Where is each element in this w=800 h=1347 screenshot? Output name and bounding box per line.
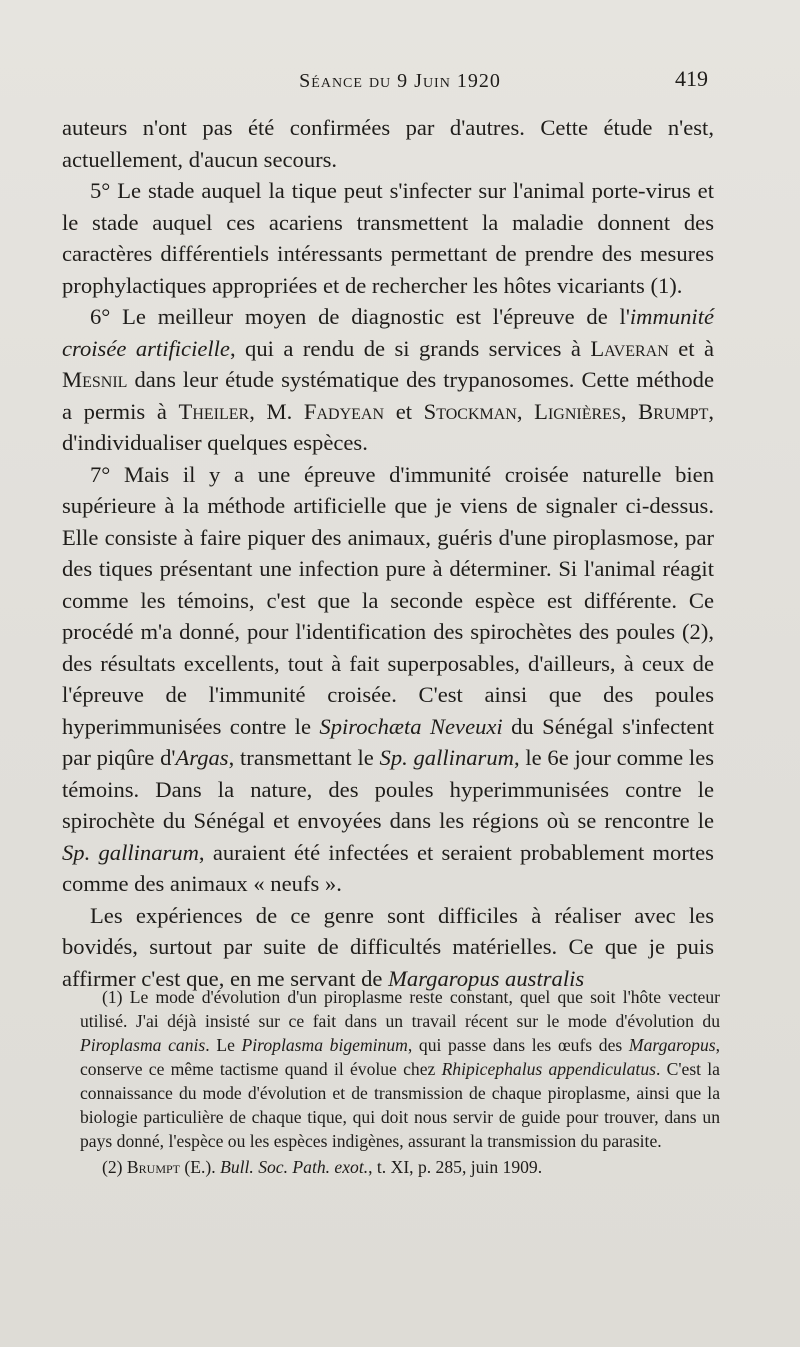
text-run: 6° Le meilleur moyen de diagnostic est l'épreuve de l': [90, 304, 630, 329]
text-run: , M.: [249, 398, 304, 424]
author-name: Fadyean: [303, 398, 385, 424]
author-name: Theiler: [178, 398, 250, 424]
journal-title: Bull. Soc. Path. exot.: [220, 1157, 369, 1177]
text-run: du Sénégal s'infectent par piqûre d': [62, 713, 714, 770]
text-run: , d'individualiser quelques espèces.: [62, 398, 715, 455]
italic-term: Piroplasma canis: [80, 1035, 206, 1055]
author-name: Laveran: [590, 335, 669, 361]
page-number: 419: [675, 66, 708, 91]
text-run: ,: [516, 398, 535, 424]
text-run: (2): [102, 1157, 127, 1177]
paragraph-point-5: 5° Le stade auquel la tique peut s'infecter sur l'animal porte-virus et le stade auquel ces acariens transmettent la maladie donnent des caractères différentiels intéressants permettant de prendre des mesures prophylactiques appropriées et de rechercher les hôtes vicariants (1).: [62, 178, 714, 298]
paragraph-experiments: [62, 900, 714, 995]
footnotes: [80, 985, 720, 1179]
page-header: [0, 66, 800, 100]
italic-term: Argas: [175, 745, 229, 770]
main-text: [62, 112, 714, 994]
text-run: et: [384, 398, 424, 424]
italic-term: Sp. gallinarum: [379, 745, 514, 770]
text-run: . C'est la connaissance du mode d'évolution et de transmission de chaque piroplasme, ainsi que la biologie particulière de chaque tique, qui doit nous servir de guide pour trouver, dans un pays donné, l'espèce ou les espèces indigènes, assurant la transmission du parasite.: [80, 1059, 720, 1151]
text-run: , t. XI, p. 285, juin 1909.: [368, 1157, 543, 1177]
author-name: Lignières: [534, 398, 621, 424]
italic-term: immunité croisée artificielle: [62, 304, 714, 361]
text-run: et à: [668, 335, 714, 361]
author-name: Brumpt: [126, 1157, 181, 1177]
text-run: , auraient été infectées et seraient probablement mortes comme des animaux « neufs ».: [62, 839, 714, 896]
running-head: Séance du 9 Juin 1920: [299, 70, 501, 92]
text-run: 7° Mais il y a une épreuve d'immunité croisée naturelle bien supérieure à la méthode artificielle que je viens de signaler ci-dessus. Elle consiste à faire piquer des animaux, guéris d'une piroplasmose, par des tiques présentant une infection pure à déterminer. Si l'animal réagit comme les témoins, c'est que la seconde espèce est différente. Ce procédé m'a donné, pour l'identification des spirochètes des poules (2), des résultats excellents, tout à fait superposables, d'ailleurs, à ceux de l'épreuve de l'immunité croisée. C'est ainsi que des poules hyperimmunisées contre le: [62, 461, 714, 739]
text-run: (E.).: [180, 1157, 221, 1177]
italic-term: Rhipicephalus appendiculatus: [441, 1059, 656, 1079]
text-run: , qui passe dans les œufs des: [407, 1035, 629, 1055]
italic-term: Piroplasma bigeminum: [241, 1035, 408, 1055]
text-run: dans leur étude systématique des trypanosomes. Cette méthode a permis à: [62, 367, 714, 424]
paragraph-point-6: [62, 301, 714, 459]
italic-term: Margaropus: [628, 1035, 716, 1055]
text-run: , qui a rendu de si grands services à: [229, 335, 591, 361]
paragraph-continuation: auteurs n'ont pas été confirmées par d'autres. Cette étude n'est, actuellement, d'aucun secours.: [62, 115, 714, 172]
author-name: Brumpt: [638, 398, 709, 424]
text-run: , le 6e jour comme les témoins. Dans la nature, des poules hyperimmunisées contre le spirochète du Sénégal et envoyées dans les régions où se rencontre le: [62, 745, 715, 833]
footnote-1: [80, 985, 720, 1153]
italic-term: Sp. gallinarum: [62, 839, 199, 865]
text-run: , conserve ce même tactisme quand il évolue chez: [80, 1035, 720, 1079]
italic-term: Margaropus australis: [388, 965, 585, 991]
text-run: , transmettant le: [228, 745, 380, 770]
footnote-2: [80, 1155, 720, 1179]
italic-term: Spirochæta Neveuxi: [319, 713, 503, 739]
text-run: (1) Le mode d'évolution d'un piroplasme reste constant, quel que soit l'hôte vecteur utilisé. J'ai déjà insisté sur ce fait dans un travail récent sur le mode d'évolution du: [80, 987, 720, 1031]
text-run: . Le: [205, 1035, 242, 1055]
author-name: Stockman: [423, 398, 517, 424]
paragraph-point-7: [62, 459, 714, 900]
text-run: Les expériences de ce genre sont difficiles à réaliser avec les bovidés, surtout par suite de difficultés matérielles. Ce que je puis affirmer c'est que, en me servant de: [62, 902, 714, 991]
author-name: Mesnil: [62, 367, 128, 392]
text-run: ,: [620, 398, 639, 424]
